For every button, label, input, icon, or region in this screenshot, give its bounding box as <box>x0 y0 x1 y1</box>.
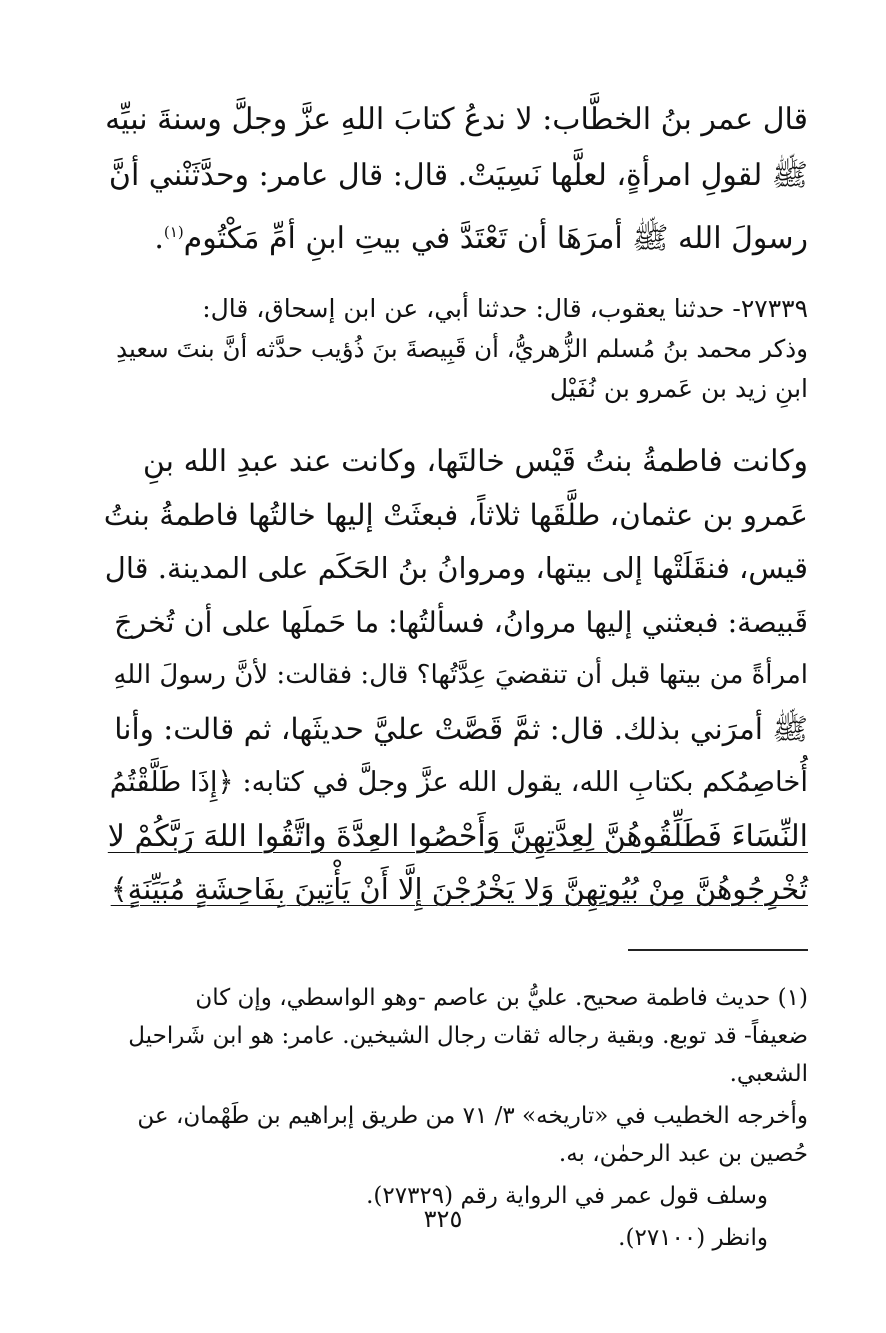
text-line: وكانت فاطمةُ بنتُ قَيْس خالتَها، وكانت عند عبدِ الله بنِ <box>142 444 808 479</box>
page-number: ٣٢٥ <box>423 1205 463 1233</box>
text-line: رسولَ الله ﷺ أمرَهَا أن تَعْتَدَّ في بيتِ ابنِ أمِّ مَكْتُوم$^{(١)}$. <box>154 221 808 256</box>
text-line: وذكر محمد بنُ مُسلم الزُّهريُّ، أن قَبِيصةَ بنَ ذُؤيب حدَّثه أنَّ بنتَ سعيدِ <box>116 334 808 363</box>
footnote-divider <box>628 949 808 951</box>
text-line: امرأةً من بيتها قبل أن تنقضيَ عِدَّتُها؟ قال: فقالت: لأنَّ رسولَ اللهِ <box>113 660 808 690</box>
footnote-1 <box>104 979 808 1093</box>
text-line: ابنِ زيد بن عَمرو بن نُفَيْل <box>549 374 808 403</box>
text-line: ٢٧٣٣٩- حدثنا يعقوب، قال: حدثنا أبي، عن ابن إسحاق، قال: <box>202 294 808 323</box>
paragraph-1 <box>104 92 808 267</box>
hadith-chain <box>104 289 808 409</box>
text-line: قال عمر بنُ الخطَّاب: لا ندعُ كتابَ اللهِ عزَّ وجلَّ وسنةَ نبيِّه <box>105 102 808 137</box>
text-line: أُخاصِمُكم بكتابِ الله، يقول الله عزَّ وجلَّ في كتابه: ﴿إِذَا طَلَّقْتُمُ <box>109 766 808 798</box>
footnote-2 <box>104 1097 808 1173</box>
footnote-line: الشعبي. <box>729 1060 808 1087</box>
quran-verse-line: النِّسَاءَ فَطَلِّقُوهُنَّ لِعِدَّتِهِنَّ وَأَحْصُوا العِدَّةَ واتَّقُوا اللهَ رَبَّكُمْ لا <box>107 818 808 854</box>
text-line-content: رسولَ الله ﷺ أمرَهَا أن تَعْتَدَّ في بيتِ ابنِ أمِّ مَكْتُوم <box>183 221 808 256</box>
paragraph-2 <box>104 435 808 917</box>
footnote-line: حُصين بن عبد الرحمٰن، به. <box>558 1140 808 1167</box>
text-line: ﷺ لقولِ امرأةٍ، لعلَّها نَسِيَتْ. قال: قال عامر: وحدَّثَنْني أنَّ <box>108 158 808 193</box>
footnote-line: وانظر (٢٧١٠٠). <box>618 1224 768 1251</box>
footnote-line: ضعيفاً- قد توبع. وبقية رجاله ثقات رجال الشيخين. عامر: هو ابن شَراحيل <box>128 1022 808 1049</box>
footnote-line: (١) حديث فاطمة صحيح. عليُّ بن عاصم -وهو الواسطي، وإن كان <box>195 984 808 1011</box>
footnote-line: وأخرجه الخطيب في «تاريخه» ٣/ ٧١ من طريق إبراهيم بن طَهْمان، عن <box>137 1102 808 1129</box>
text-line: قَبيصة: فبعثني إليها مروانُ، فسألتُها: ما حَملَها على أن تُخرجَ <box>114 605 808 639</box>
text-line: قيس، فنقَلَتْها إلى بيتها، ومروانُ بنُ الحَكَم على المدينة. قال <box>104 551 808 585</box>
footnote-marker[interactable]: (١) <box>163 223 184 241</box>
quran-verse-line: تُخْرِجُوهُنَّ مِنْ بُيُوتِهِنَّ وَلا يَخْرُجْنَ إِلَّا أَنْ يَأْتِينَ بِفَاحِشَةٍ مُبَيِّنَةٍ﴾ <box>110 872 808 906</box>
text-line: ﷺ أمرَني بذلك. قال: ثمَّ قَصَّتْ عليَّ حديثَها، ثم قالت: وأنا <box>114 711 808 746</box>
text-line: عَمرو بن عثمان، طلَّقَها ثلاثاً، فبعثَتْ إليها خالتُها فاطمةُ بنتُ <box>103 497 808 532</box>
footnote-line: وسلف قول عمر في الرواية رقم (٢٧٣٢٩). <box>366 1182 768 1209</box>
